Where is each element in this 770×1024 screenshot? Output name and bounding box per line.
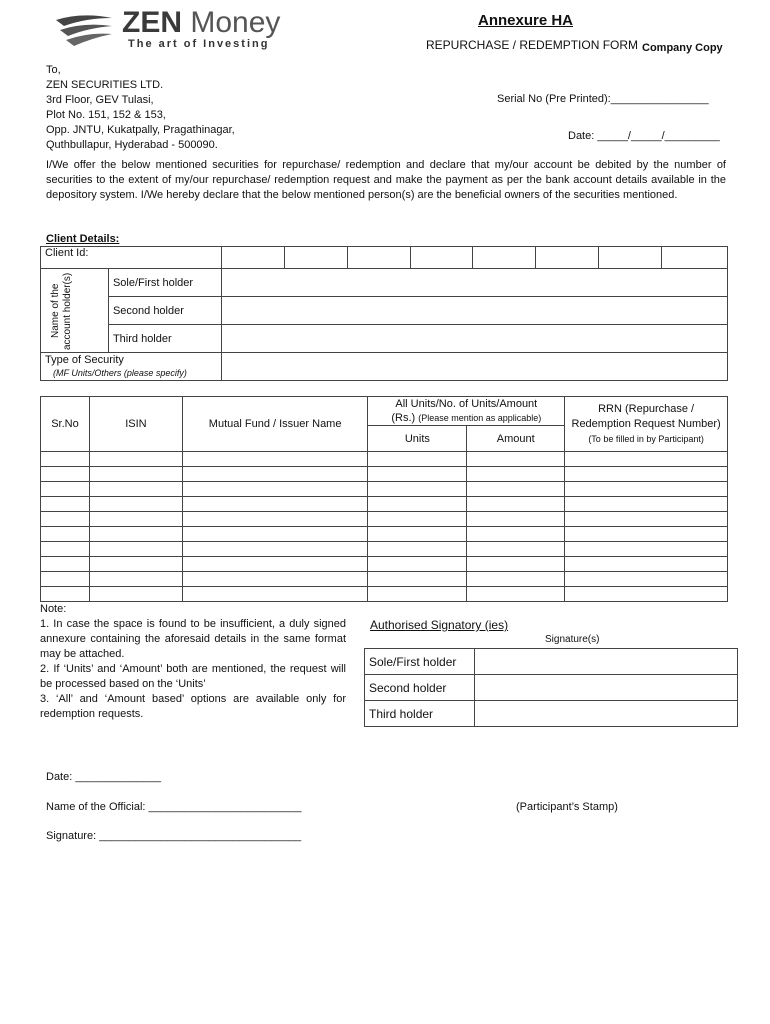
col-rrn	[565, 397, 728, 452]
table-row	[41, 587, 728, 602]
note-item: 3. ‘All’ and ‘Amount based’ options are available only for redemption requests.	[40, 693, 346, 720]
brand-tagline: The art of Investing	[128, 38, 270, 50]
name-group-cell	[41, 269, 109, 353]
first-holder-signature-field[interactable]	[474, 649, 737, 675]
col-isin: ISIN	[89, 397, 182, 452]
address-line: To,	[46, 64, 61, 76]
client-id-box[interactable]	[536, 247, 599, 269]
client-id-box[interactable]	[662, 247, 728, 269]
holder-label: Second holder	[108, 297, 221, 325]
signatory-holder-label: Sole/First holder	[365, 649, 475, 675]
securities-table	[40, 396, 728, 602]
holder-label: Sole/First holder	[108, 269, 221, 297]
serial-number-field[interactable]: Serial No (Pre Printed):________________	[497, 93, 709, 105]
note-item: 1. In case the space is found to be insufficient, a duly signed annexure containing the aforesaid details in the same format may be attached.	[40, 618, 346, 660]
client-id-label: Client Id:	[41, 247, 222, 269]
zen-logo-icon	[52, 10, 116, 50]
participant-stamp-label: (Participant’s Stamp)	[516, 801, 618, 813]
table-row	[41, 467, 728, 482]
address-line: Opp. JNTU, Kukatpally, Pragathinagar,	[46, 124, 235, 136]
holder-label: Third holder	[108, 325, 221, 353]
col-amount: Amount	[467, 426, 565, 452]
client-details-heading: Client Details:	[46, 233, 120, 245]
note-item: 2. If ‘Units’ and ‘Amount’ both are mentioned, the request will be processed based on the ‘Units’	[40, 663, 346, 690]
second-holder-name-field[interactable]	[221, 297, 727, 325]
signatory-holder-label: Third holder	[365, 701, 475, 727]
official-name-field[interactable]: Name of the Official: _________________________	[46, 801, 302, 813]
third-holder-signature-field[interactable]	[474, 701, 737, 727]
form-subtitle: REPURCHASE / REDEMPTION FORM	[426, 38, 639, 52]
col-units-group-label2: (Rs.)	[391, 412, 416, 424]
col-units-group-label: All Units/No. of Units/Amount	[395, 398, 538, 410]
client-details-table	[40, 246, 728, 381]
table-row	[41, 542, 728, 557]
table-row	[41, 527, 728, 542]
col-rrn-label: RRN (Repurchase / Redemption Request Number)	[571, 402, 721, 430]
copy-label: Company Copy	[642, 42, 723, 54]
form-title: Annexure HA	[478, 12, 574, 29]
table-row	[41, 482, 728, 497]
col-units-group	[368, 397, 565, 426]
client-id-box[interactable]	[221, 247, 284, 269]
table-row	[41, 497, 728, 512]
signature-label: Signature(s)	[545, 634, 600, 645]
col-units-group-hint: (Please mention as applicable)	[418, 413, 542, 423]
address-block	[46, 63, 235, 153]
security-type-field[interactable]	[221, 353, 727, 381]
col-units: Units	[368, 426, 467, 452]
declaration-text: I/We offer the below mentioned securities for repurchase/ redemption and declare that my/our account be debited by the number of securities to the extent of my/our repurchase/ redemption request and make the payment as per the bank account details available in the depository system. I/We hereby declare that the below mentioned person(s) are the beneficial owners of the securities mentioned.	[46, 159, 726, 201]
client-id-box[interactable]	[284, 247, 347, 269]
footer-date-field[interactable]: Date: ______________	[46, 771, 161, 783]
notes-heading: Note:	[40, 603, 67, 615]
address-line: Quthbullapur, Hyderabad - 500090.	[46, 139, 218, 151]
signatory-heading: Authorised Signatory (ies)	[370, 618, 509, 632]
security-type-hint: (MF Units/Others (please specify)	[53, 367, 187, 378]
second-holder-signature-field[interactable]	[474, 675, 737, 701]
address-line: ZEN SECURITIES LTD.	[46, 79, 164, 91]
col-srno: Sr.No	[41, 397, 90, 452]
client-id-box[interactable]	[410, 247, 473, 269]
table-row	[41, 557, 728, 572]
client-id-box[interactable]	[473, 247, 536, 269]
table-row	[41, 572, 728, 587]
address-line: 3rd Floor, GEV Tulasi,	[46, 94, 154, 106]
date-field[interactable]: Date: _____/_____/_________	[568, 130, 720, 142]
first-holder-name-field[interactable]	[221, 269, 727, 297]
security-type-label: Type of Security	[45, 353, 124, 366]
table-row	[41, 512, 728, 527]
client-id-box[interactable]	[599, 247, 662, 269]
security-type-cell	[41, 353, 222, 381]
col-fund-name: Mutual Fund / Issuer Name	[182, 397, 368, 452]
brand-name: ZEN Money	[122, 6, 281, 39]
address-line: Plot No. 151, 152 & 153,	[46, 109, 166, 121]
signatory-holder-label: Second holder	[365, 675, 475, 701]
col-rrn-hint: (To be filled in by Participant)	[588, 433, 704, 444]
third-holder-name-field[interactable]	[221, 325, 727, 353]
notes-block	[40, 602, 346, 722]
table-row	[41, 452, 728, 467]
official-signature-field[interactable]: Signature: _________________________________	[46, 830, 302, 842]
name-group-label: Name of the account holder(s)	[50, 271, 74, 350]
signatory-table	[364, 648, 738, 727]
client-id-box[interactable]	[347, 247, 410, 269]
